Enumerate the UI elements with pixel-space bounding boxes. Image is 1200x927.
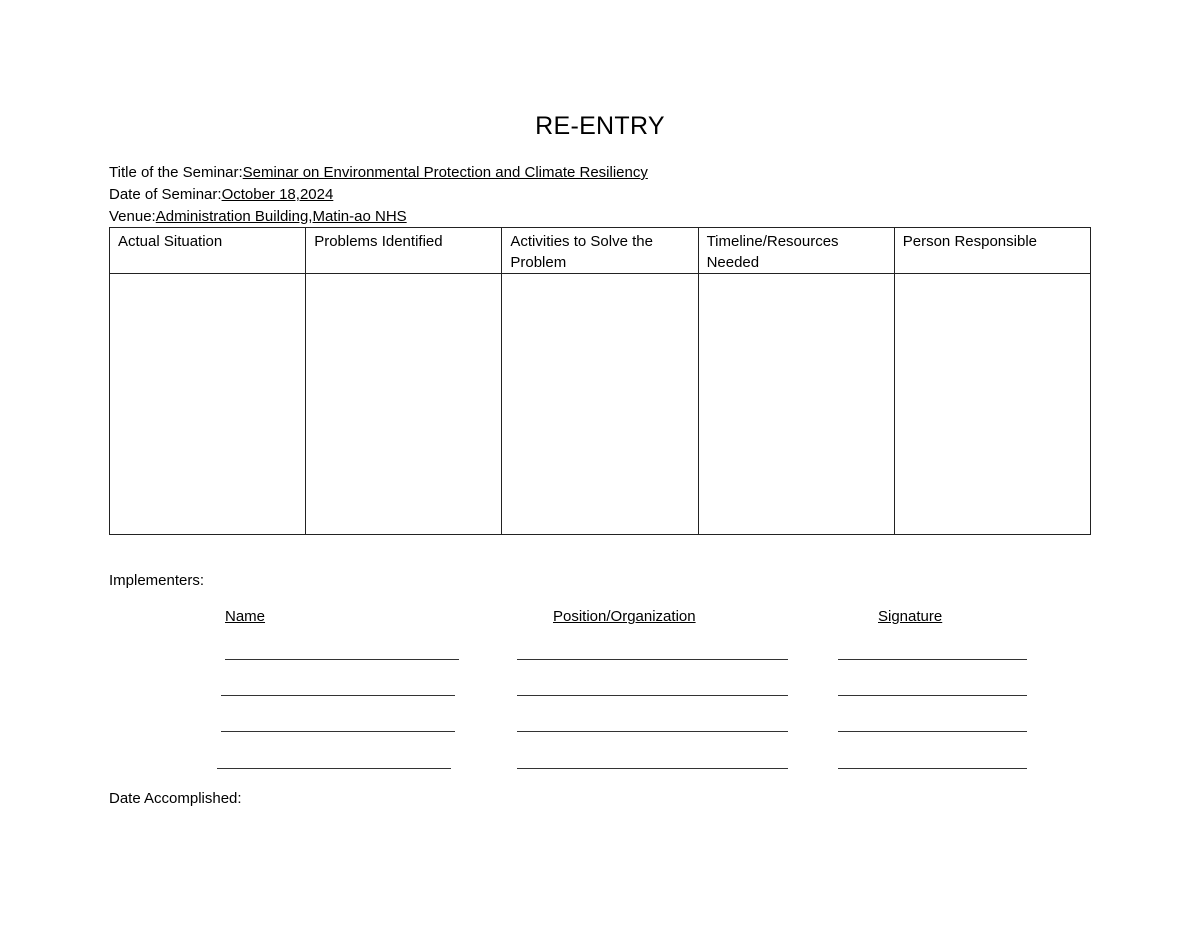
date-accomplished-label: Date Accomplished:	[109, 790, 242, 807]
seminar-date-line	[109, 186, 333, 204]
seminar-date-label: Date of Seminar:	[109, 186, 222, 203]
venue-label: Venue:	[109, 208, 156, 225]
cell-actual-situation[interactable]	[110, 274, 306, 535]
column-header-timeline-resources: Timeline/Resources Needed	[698, 228, 894, 274]
cell-timeline-resources[interactable]	[698, 274, 894, 535]
venue-line	[109, 208, 407, 226]
name-blank-line[interactable]	[217, 768, 451, 769]
signature-blank-line[interactable]	[838, 695, 1027, 696]
column-header-problems-identified: Problems Identified	[306, 228, 502, 274]
signature-blank-line[interactable]	[838, 731, 1027, 732]
name-column-header: Name	[225, 608, 266, 625]
position-blank-line[interactable]	[517, 659, 788, 660]
name-blank-line[interactable]	[221, 731, 455, 732]
seminar-title-value: Seminar on Environmental Protection and Climate Resiliency	[242, 164, 648, 181]
signature-blank-line[interactable]	[838, 659, 1027, 660]
name-blank-line[interactable]	[225, 659, 459, 660]
position-column-header: Position/Organization	[553, 608, 696, 625]
name-blank-line[interactable]	[221, 695, 455, 696]
seminar-date-value: October 18,2024	[221, 186, 334, 203]
seminar-title-label: Title of the Seminar:	[109, 164, 243, 181]
re-entry-plan-table	[109, 227, 1091, 535]
table-header-row	[110, 228, 1091, 274]
cell-activities[interactable]	[502, 274, 698, 535]
column-header-activities: Activities to Solve the Problem	[502, 228, 698, 274]
venue-value: Administration Building,Matin-ao NHS	[155, 208, 407, 225]
implementers-label: Implementers:	[109, 572, 205, 589]
signature-column-header: Signature	[878, 608, 943, 625]
document-title: RE-ENTRY	[535, 112, 665, 140]
column-header-actual-situation: Actual Situation	[110, 228, 306, 274]
position-blank-line[interactable]	[517, 695, 788, 696]
table-row	[110, 274, 1091, 535]
column-header-person-responsible: Person Responsible	[894, 228, 1090, 274]
cell-problems-identified[interactable]	[306, 274, 502, 535]
signature-blank-line[interactable]	[838, 768, 1027, 769]
cell-person-responsible[interactable]	[894, 274, 1090, 535]
position-blank-line[interactable]	[517, 768, 788, 769]
seminar-title-line	[109, 164, 648, 182]
position-blank-line[interactable]	[517, 731, 788, 732]
